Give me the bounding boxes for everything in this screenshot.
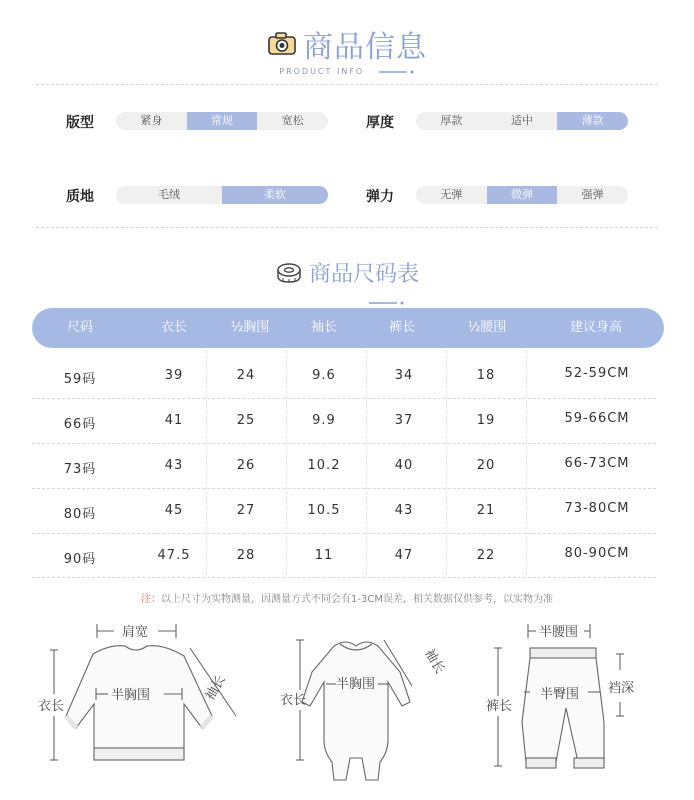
attr-option: 常规 [187, 112, 258, 130]
label-shoulder: 肩宽 [122, 625, 149, 640]
attr-options-texture [116, 186, 328, 204]
table-cell: 52-59CM [564, 366, 630, 381]
label-chest: 半胸围 [111, 688, 151, 703]
label-thigh: 半臀围 [540, 687, 580, 702]
page-title: 商品信息 [303, 30, 427, 65]
table-cell: 59码 [63, 372, 97, 387]
camera-icon [267, 31, 297, 57]
table-cell: 41 [164, 413, 184, 428]
table-cell: 47.5 [157, 548, 191, 563]
table-cell: 40 [394, 458, 414, 473]
table-cell: 39 [164, 368, 184, 383]
table-cell: 20 [476, 458, 496, 473]
attr-label-elasticity: 弹力 [366, 189, 394, 205]
table-cell: 10.5 [307, 503, 341, 518]
divider [36, 227, 658, 228]
table-cell: 43 [394, 503, 414, 518]
product-info-header [0, 22, 694, 76]
label-romper-length: 衣长 [280, 693, 307, 708]
table-cell: 66-73CM [564, 456, 630, 471]
note-prefix: 注： [141, 594, 162, 605]
table-cell: 80-90CM [564, 546, 630, 561]
attr-option: 微弹 [487, 186, 558, 204]
column-divider [366, 350, 367, 575]
attr-options-elasticity [416, 186, 628, 204]
row-divider [32, 488, 656, 489]
attr-option: 强弹 [581, 188, 604, 201]
attr-options-fit [116, 112, 328, 130]
attr-option: 毛绒 [158, 188, 180, 201]
row-divider [32, 443, 656, 444]
col-header-height: 建议身高 [569, 320, 622, 335]
table-cell: 24 [236, 368, 256, 383]
table-cell: 73码 [63, 462, 97, 477]
attr-label-fit: 版型 [66, 115, 94, 131]
table-cell: 80码 [63, 507, 97, 522]
page-subtitle: PRODUCT INFO [279, 67, 365, 76]
col-header-size: 尺码 [66, 320, 93, 335]
table-cell: 73-80CM [564, 501, 630, 516]
col-header-length: 衣长 [160, 320, 187, 335]
attr-option: 厚款 [440, 114, 463, 127]
label-length: 衣长 [38, 699, 65, 714]
size-table-header [32, 308, 664, 348]
table-cell: 90码 [63, 552, 97, 567]
table-cell: 59-66CM [564, 411, 630, 426]
column-divider [286, 350, 287, 575]
table-cell: 37 [394, 413, 414, 428]
table-cell: 19 [476, 413, 496, 428]
table-cell: 66码 [63, 417, 97, 432]
col-header-chest: ½胸围 [230, 320, 270, 335]
table-cell: 9.9 [312, 413, 336, 428]
size-chart-header [0, 257, 694, 310]
label-rise: 裆深 [608, 681, 635, 696]
column-divider [526, 350, 527, 575]
attr-option: 宽松 [281, 114, 304, 127]
table-cell: 47 [394, 548, 414, 563]
attr-option: 适中 [511, 114, 533, 127]
label-pants-length: 裤长 [486, 699, 513, 714]
col-header-waist: ½腰围 [467, 320, 507, 335]
attr-option: 柔软 [222, 186, 328, 204]
row-divider [32, 577, 656, 578]
attr-options-thickness [416, 112, 628, 130]
table-cell: 43 [164, 458, 184, 473]
measurement-note [0, 590, 694, 605]
attr-label-texture: 质地 [66, 189, 94, 205]
tape-measure-icon [275, 261, 303, 285]
table-cell: 9.6 [312, 368, 336, 383]
decor-line [369, 300, 405, 306]
label-romper-sleeve: 袖长 [421, 646, 448, 677]
note-text: 以上尺寸为实物测量，因测量方式不同会有1-3CM误差，相关数据仅供参考，以实物为准 [161, 594, 553, 605]
column-divider [206, 350, 207, 575]
attr-option: 无弹 [440, 188, 463, 201]
divider [36, 84, 658, 85]
label-romper-chest: 半胸围 [336, 677, 376, 692]
romper-diagram [296, 640, 412, 780]
column-divider [446, 350, 447, 575]
label-sleeve: 袖长 [202, 673, 229, 704]
col-header-sleeve: 袖长 [310, 320, 337, 335]
measurement-diagrams [0, 612, 694, 800]
table-cell: 28 [236, 548, 256, 563]
table-cell: 25 [236, 413, 256, 428]
table-cell: 45 [164, 503, 184, 518]
label-waist: 半腰围 [539, 625, 579, 640]
table-cell: 21 [476, 503, 496, 518]
table-cell: 27 [236, 503, 256, 518]
size-chart-title: 商品尺码表 [308, 262, 419, 287]
attr-option: 紧身 [140, 114, 163, 127]
col-header-pants-length: 裤长 [388, 320, 415, 335]
row-divider [32, 398, 656, 399]
table-cell: 22 [476, 548, 496, 563]
attr-option: 薄款 [557, 112, 628, 130]
table-cell: 34 [394, 368, 414, 383]
decor-line [379, 69, 415, 75]
row-divider [32, 533, 656, 534]
table-cell: 11 [314, 548, 334, 563]
table-cell: 10.2 [307, 458, 341, 473]
table-cell: 18 [476, 368, 496, 383]
table-cell: 26 [236, 458, 256, 473]
attr-label-thickness: 厚度 [366, 115, 394, 131]
